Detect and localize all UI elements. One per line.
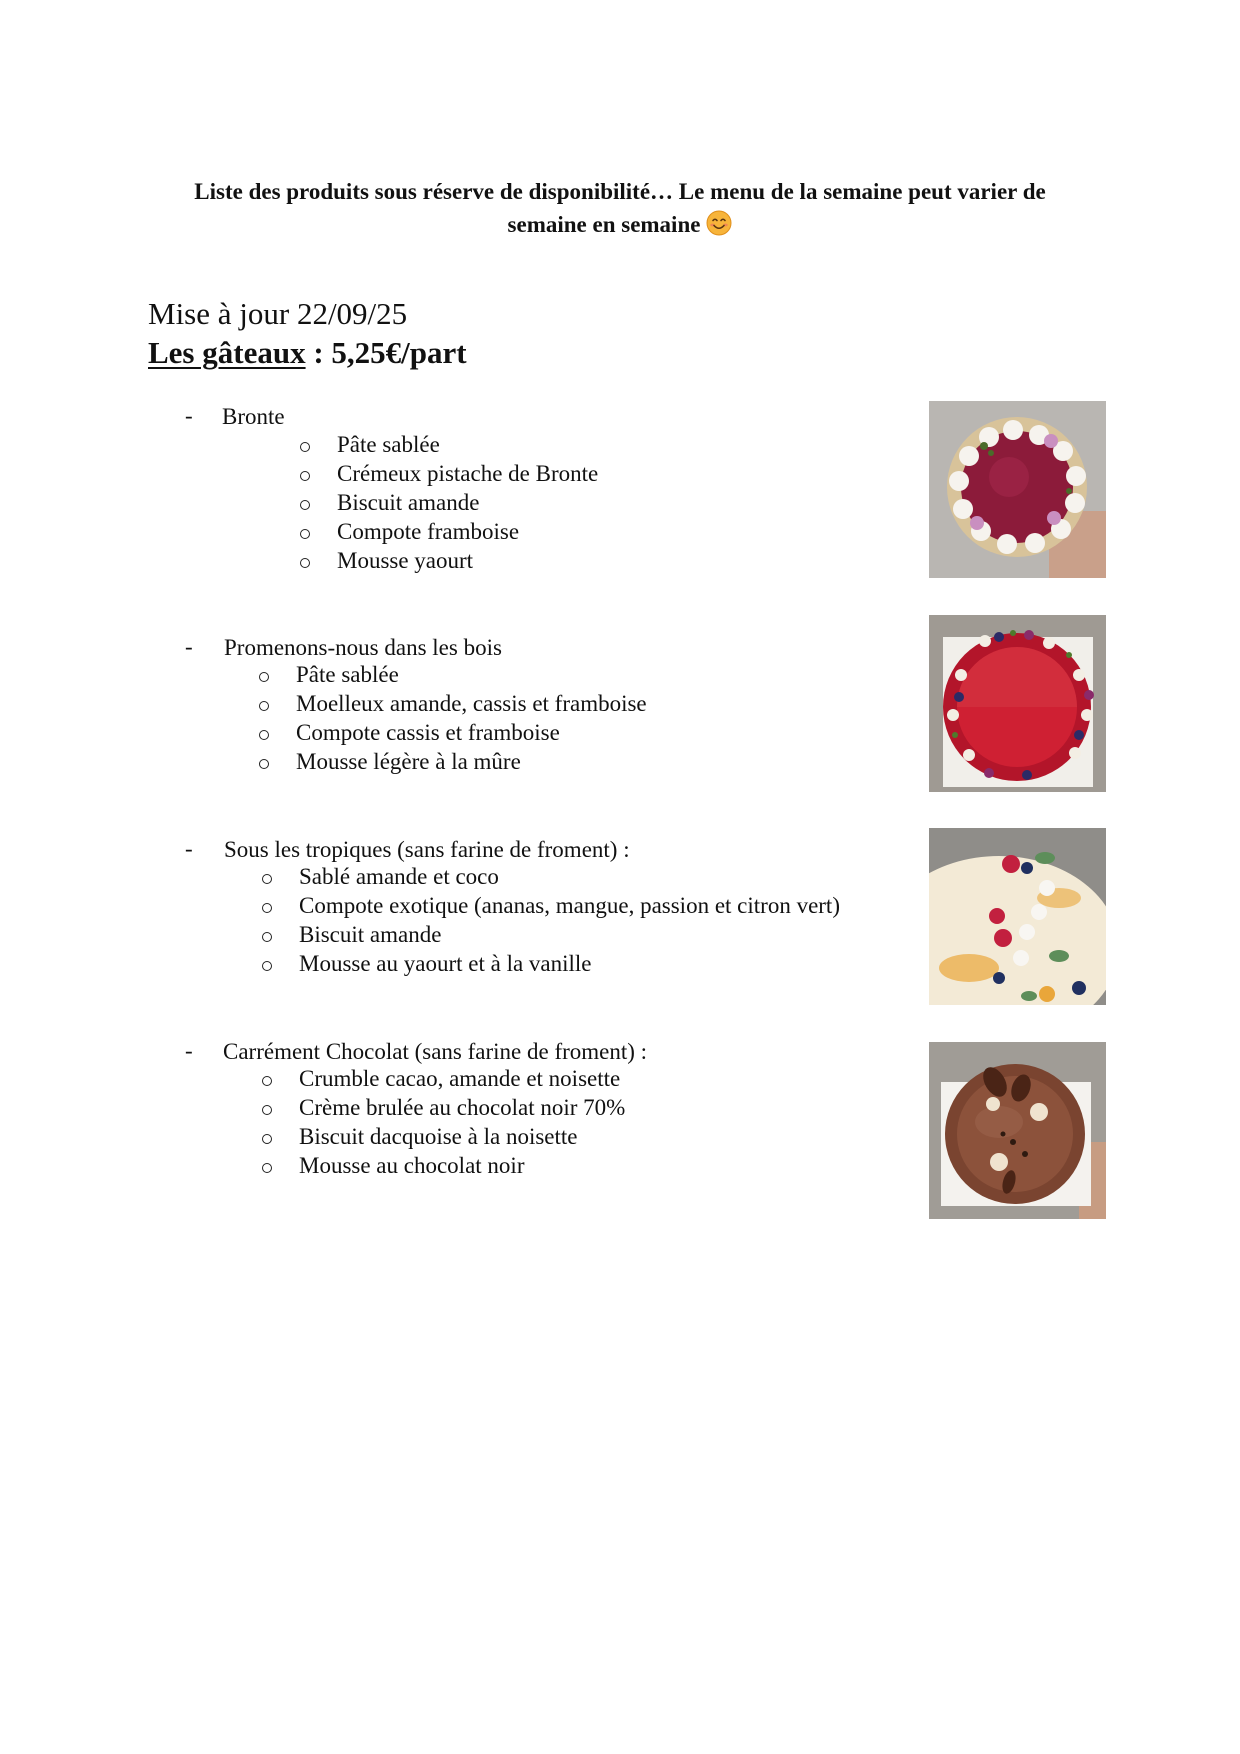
list-dash: - xyxy=(185,634,193,659)
bullet-icon xyxy=(259,701,269,711)
list-item: Biscuit amande xyxy=(337,488,598,517)
cake-photo-promenons-nous xyxy=(929,615,1106,792)
cake-photo-sous-les-tropiques xyxy=(929,828,1106,1005)
bullet-icon xyxy=(262,1105,272,1115)
notice-line-2-text: semaine en semaine xyxy=(507,212,701,237)
bullet-icon xyxy=(300,442,310,452)
notice-line-1: Liste des produits sous réserve de disponibilité… Le menu de la semaine peut varier de xyxy=(194,179,1046,204)
list-item: Crumble cacao, amande et noisette xyxy=(299,1064,625,1093)
bullet-icon xyxy=(259,730,269,740)
bullet-icon xyxy=(262,961,272,971)
cake-photo-bronte xyxy=(929,401,1106,578)
bullet-icon xyxy=(300,500,310,510)
list-item: Mousse au chocolat noir xyxy=(299,1151,625,1180)
bullet-icon xyxy=(262,903,272,913)
cake-name: Bronte xyxy=(222,404,285,429)
bullet-icon xyxy=(262,1163,272,1173)
availability-notice xyxy=(150,175,1090,241)
list-item: Crémeux pistache de Bronte xyxy=(337,459,598,488)
bullet-icon xyxy=(262,932,272,942)
list-item: Biscuit amande xyxy=(299,920,840,949)
list-dash: - xyxy=(185,836,193,861)
section-heading xyxy=(148,335,467,371)
bullet-icon xyxy=(259,672,269,682)
list-item: Mousse au yaourt et à la vanille xyxy=(299,949,840,978)
bullet-icon xyxy=(300,558,310,568)
list-item: Mousse yaourt xyxy=(337,546,598,575)
component-list xyxy=(299,1064,625,1180)
list-item: Moelleux amande, cassis et framboise xyxy=(296,689,647,718)
list-item: Pâte sablée xyxy=(337,430,598,459)
component-list xyxy=(299,862,840,978)
list-item: Crème brulée au chocolat noir 70% xyxy=(299,1093,625,1122)
list-item: Sablé amande et coco xyxy=(299,862,840,891)
bullet-icon xyxy=(300,529,310,539)
component-list xyxy=(337,430,598,575)
bullet-icon xyxy=(300,471,310,481)
cake-name: Carrément Chocolat (sans farine de froment) : xyxy=(223,1039,648,1064)
list-item: Compote cassis et framboise xyxy=(296,718,647,747)
bullet-icon xyxy=(262,1076,272,1086)
smiling-face-icon xyxy=(706,210,732,236)
section-separator: : xyxy=(305,335,332,370)
component-list xyxy=(296,660,647,776)
bullet-icon xyxy=(262,874,272,884)
list-item: Biscuit dacquoise à la noisette xyxy=(299,1122,625,1151)
list-dash: - xyxy=(185,1038,193,1063)
section-price: 5,25€/part xyxy=(331,335,467,370)
update-date: Mise à jour 22/09/25 xyxy=(148,296,408,331)
section-title: Les gâteaux xyxy=(148,335,306,370)
cake-photo-carrement-chocolat xyxy=(929,1042,1106,1219)
list-dash: - xyxy=(185,403,193,428)
list-item: Compote exotique (ananas, mangue, passion et citron vert) xyxy=(299,891,840,920)
list-item: Pâte sablée xyxy=(296,660,647,689)
cake-name: Sous les tropiques (sans farine de froment) : xyxy=(224,837,630,862)
list-item: Compote framboise xyxy=(337,517,598,546)
bullet-icon xyxy=(262,1134,272,1144)
bullet-icon xyxy=(259,759,269,769)
list-item: Mousse légère à la mûre xyxy=(296,747,647,776)
notice-line-2 xyxy=(150,208,1090,241)
cake-name: Promenons-nous dans les bois xyxy=(224,635,502,660)
